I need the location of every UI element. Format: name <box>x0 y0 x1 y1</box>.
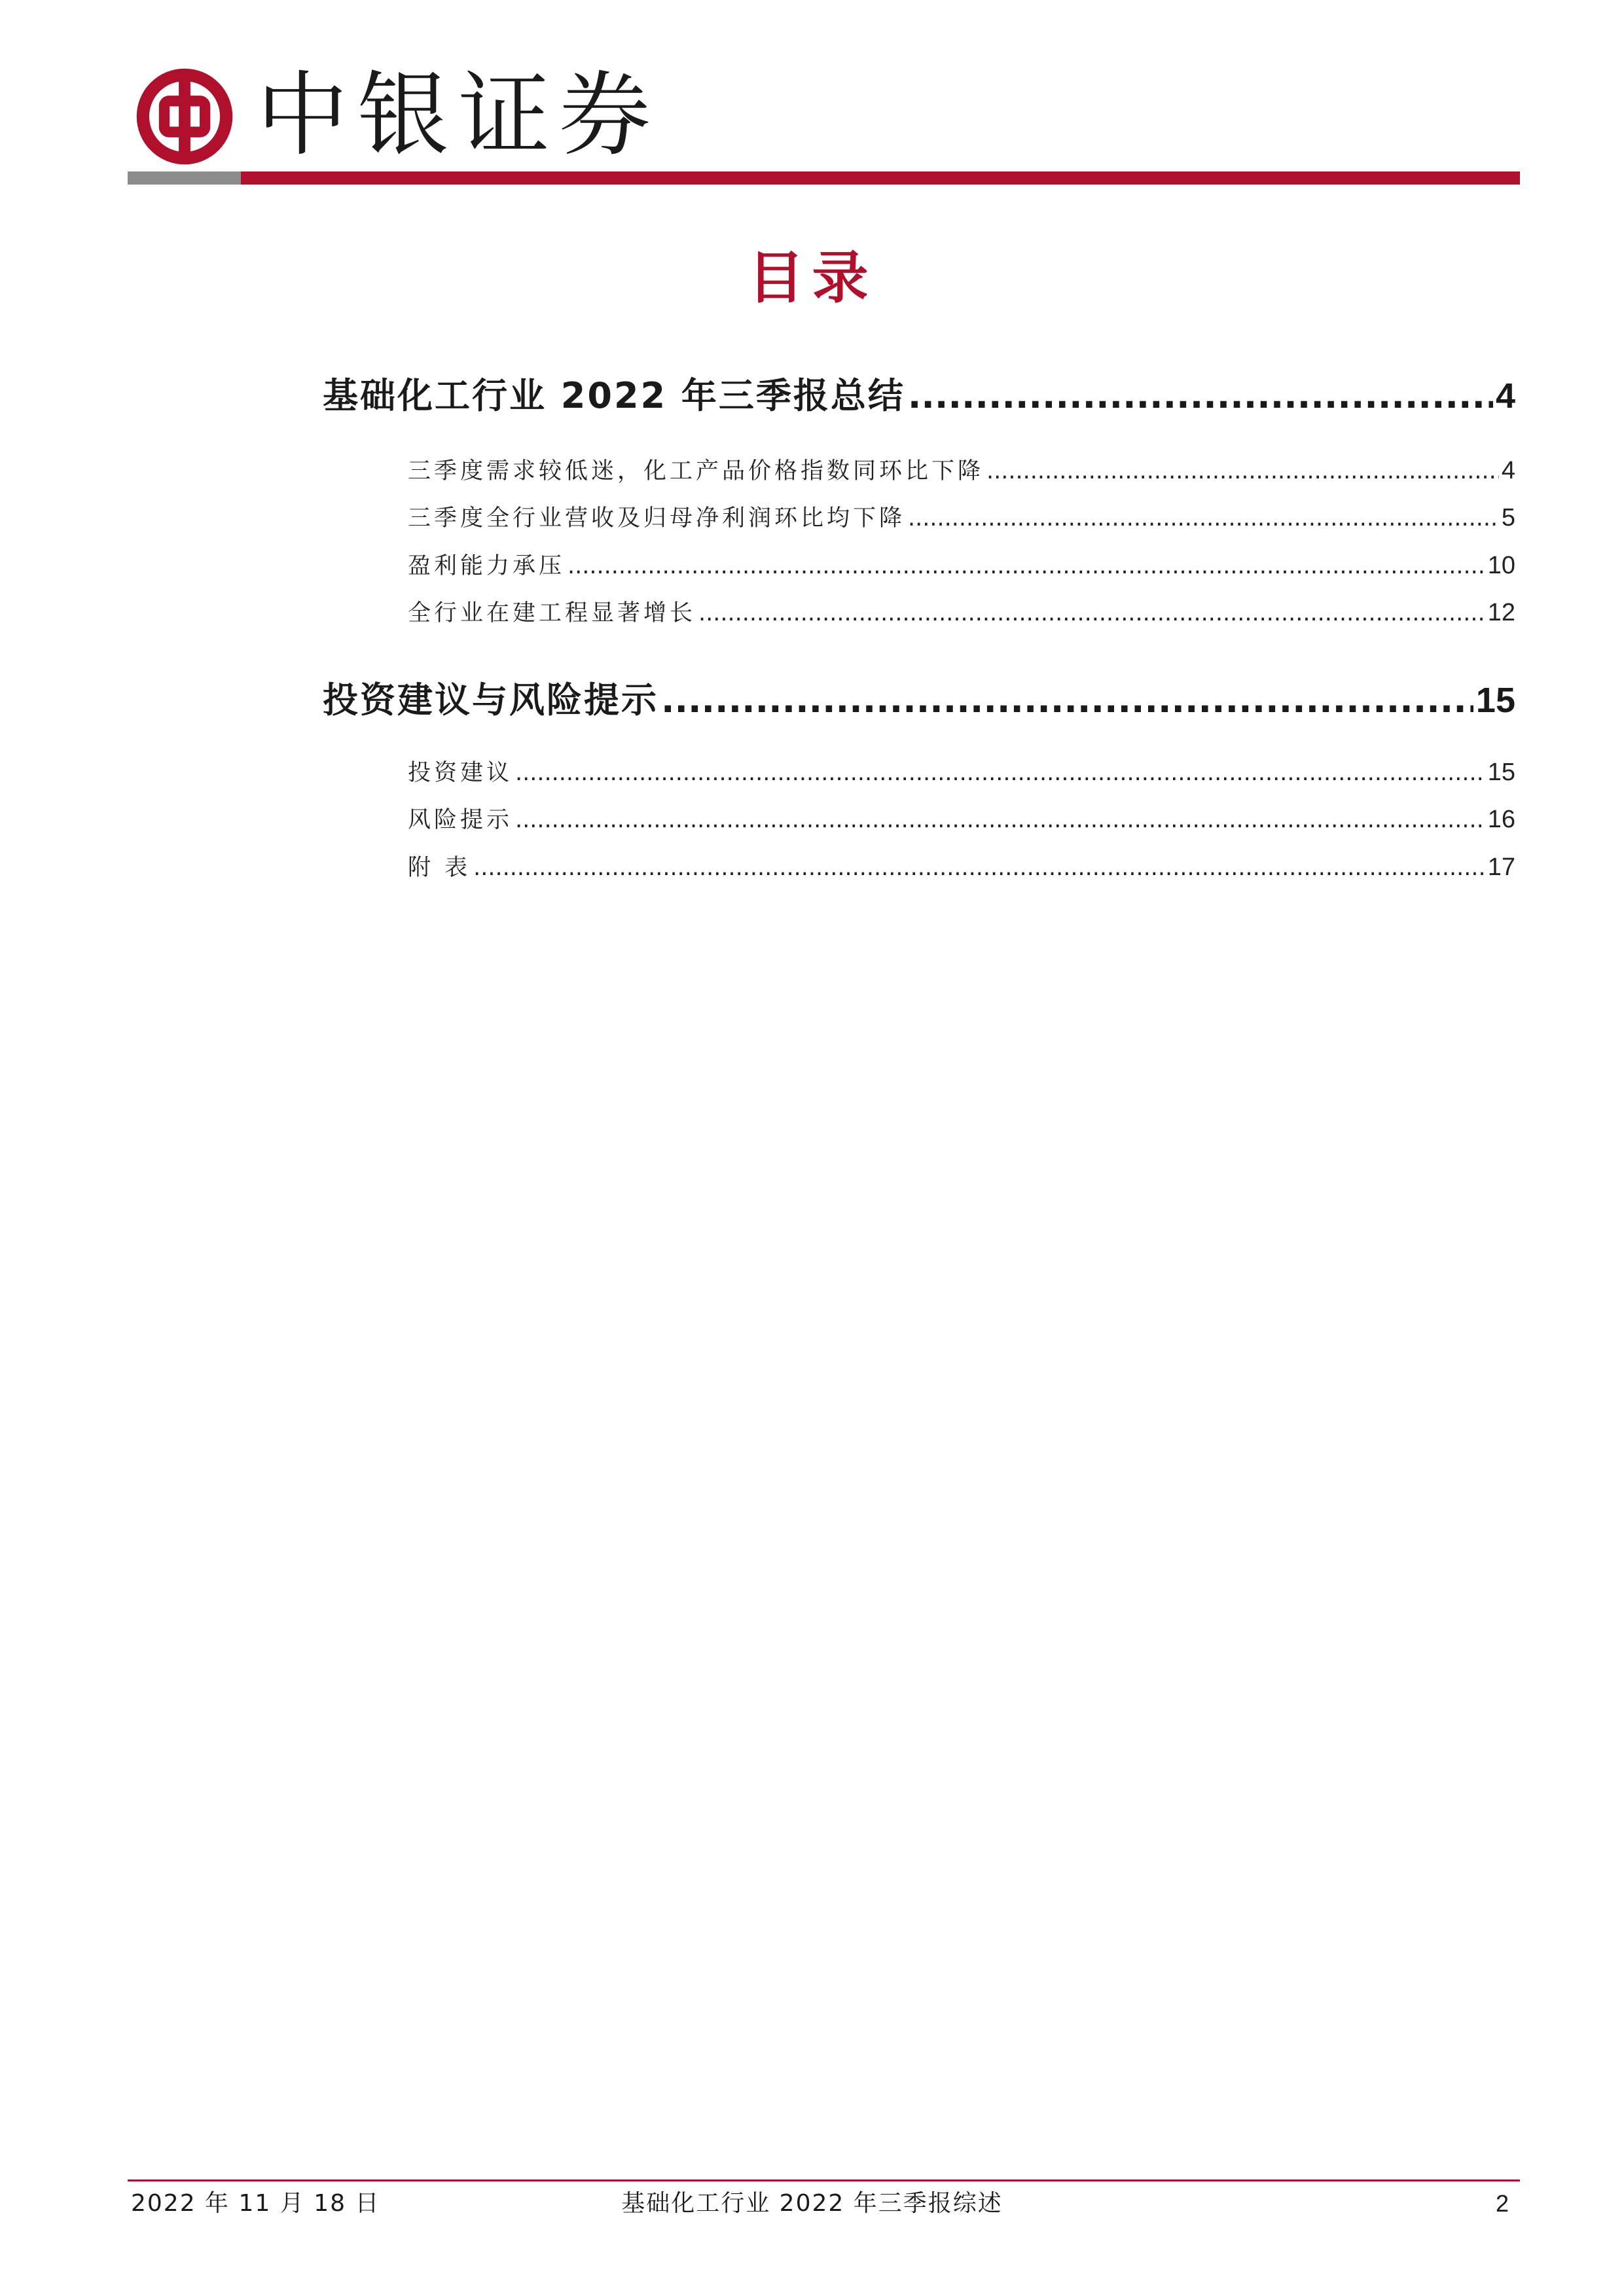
brand-name: 中银证券 <box>257 62 660 169</box>
page-header <box>0 0 1624 196</box>
toc-item-label: 投资建议 <box>408 760 513 786</box>
header-rule-red <box>241 171 1520 185</box>
footer-page-number: 2 <box>1496 2190 1509 2217</box>
toc-item[interactable] <box>408 547 1515 584</box>
toc-item[interactable] <box>408 594 1515 632</box>
toc-section-label: 投资建议与风险提示 <box>323 679 659 721</box>
toc-section-label: 基础化工行业 2022 年三季报总结 <box>323 375 905 416</box>
footer-rule <box>128 2179 1520 2181</box>
toc-item[interactable] <box>408 801 1515 838</box>
leader-dots <box>698 595 1485 632</box>
toc-item-page: 4 <box>1501 457 1515 484</box>
leader-dots <box>986 453 1499 490</box>
leader-dots <box>568 548 1485 584</box>
leader-dots <box>661 674 1473 726</box>
toc-item[interactable] <box>408 499 1515 537</box>
leader-dots <box>908 370 1493 422</box>
toc-item-label: 三季度全行业营收及归母净利润环比均下降 <box>408 505 906 531</box>
toc-section-1[interactable] <box>323 370 1515 422</box>
toc-item-label: 风险提示 <box>408 807 513 833</box>
toc-item-page: 12 <box>1487 599 1515 626</box>
toc-title: 目录 <box>748 245 876 311</box>
toc-item-page: 15 <box>1487 759 1515 786</box>
toc-item-page: 16 <box>1487 806 1515 833</box>
toc-item-label: 盈利能力承压 <box>408 553 566 579</box>
toc-item-page: 5 <box>1501 504 1515 531</box>
toc-item-label: 三季度需求较低迷，化工产品价格指数同环比下降 <box>408 458 984 484</box>
toc-item-label: 全行业在建工程显著增长 <box>408 600 696 626</box>
leader-dots <box>473 850 1485 886</box>
leader-dots <box>515 802 1485 838</box>
toc-section-page: 15 <box>1475 681 1515 720</box>
toc-item[interactable] <box>408 849 1515 886</box>
footer-date: 2022 年 11 月 18 日 <box>131 2190 380 2217</box>
toc-item[interactable] <box>408 754 1515 791</box>
toc-item-label: 附 表 <box>408 855 471 881</box>
leader-dots <box>908 500 1499 537</box>
toc-item[interactable] <box>408 452 1515 490</box>
toc-item-page: 10 <box>1487 552 1515 579</box>
bank-of-china-logo-icon <box>136 68 233 165</box>
footer-title: 基础化工行业 2022 年三季报综述 <box>621 2190 1003 2217</box>
toc-item-page: 17 <box>1487 853 1515 881</box>
header-rule-grey <box>128 171 241 185</box>
toc-section-page: 4 <box>1495 376 1515 416</box>
toc-section-2[interactable] <box>323 674 1515 726</box>
leader-dots <box>515 755 1485 791</box>
